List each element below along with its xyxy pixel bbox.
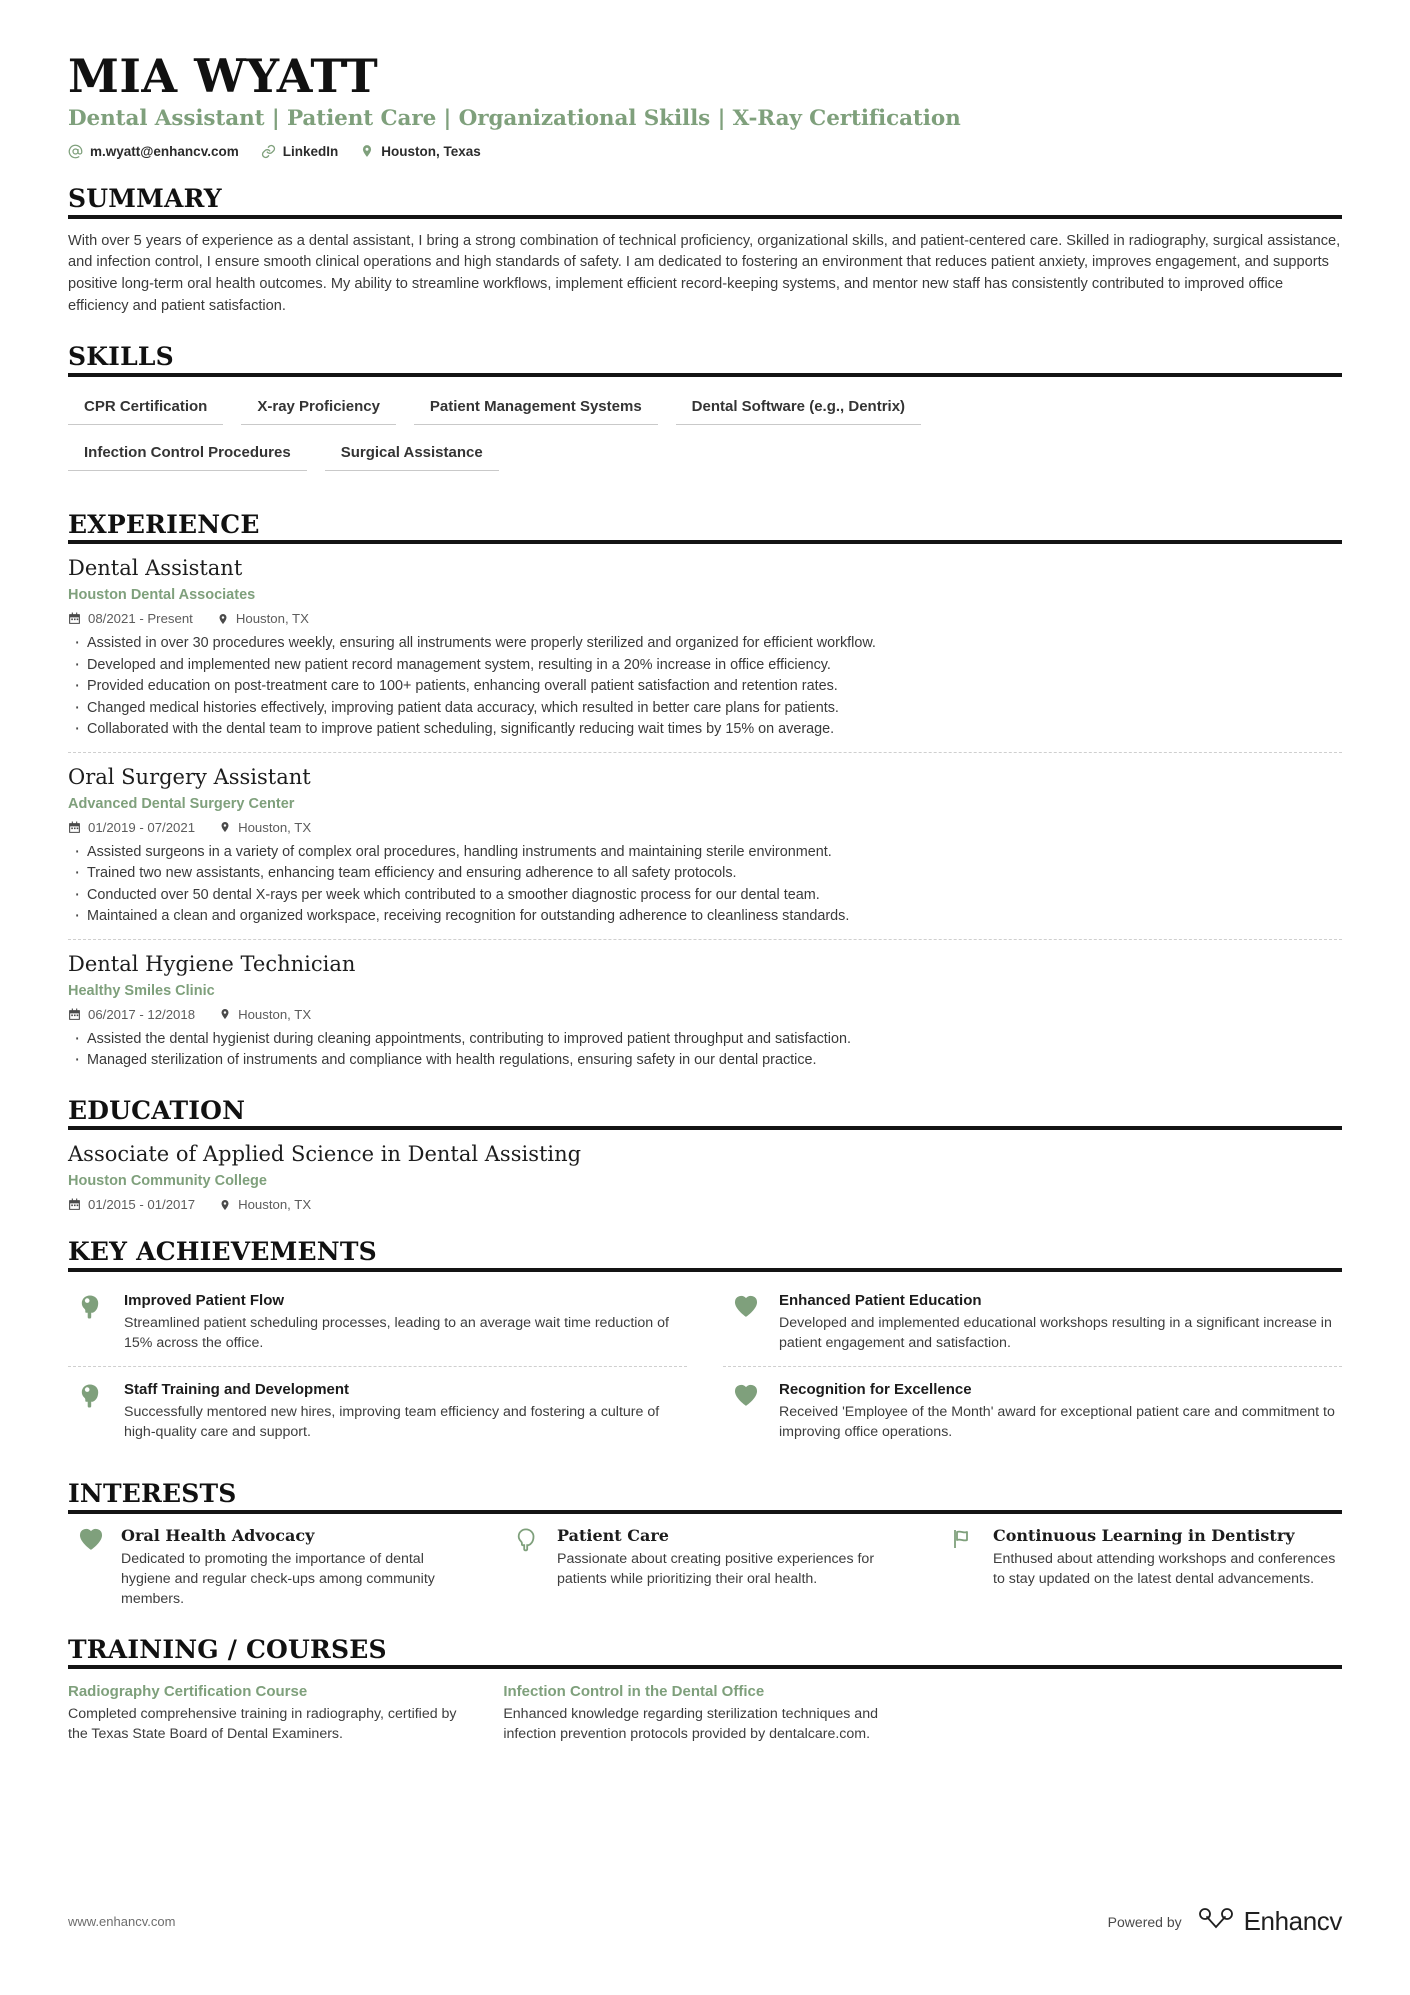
achievement-title: Enhanced Patient Education [779, 1291, 982, 1309]
bullet-item: · Changed medical histories effectively, improving patient data accuracy, which resulted in better care plans for patients. [68, 698, 1342, 718]
job-location [219, 820, 311, 835]
skill-chip: X-ray Proficiency [241, 393, 396, 425]
section-training-courses [68, 1636, 1342, 1745]
school-location [219, 1197, 311, 1212]
interest-item [940, 1526, 1342, 1610]
bullet-item: · Conducted over 50 dental X-rays per week which contributed to a smoother diagnostic process for our dental team. [68, 885, 1342, 905]
skill-chip: CPR Certification [68, 393, 223, 425]
section-experience [68, 511, 1342, 1071]
bullet-list [68, 1029, 1342, 1071]
training-item [503, 1683, 906, 1745]
achievement-item [68, 1367, 687, 1455]
interest-desc: Enthused about attending workshops and conferences to stay updated on the latest dental advancements. [993, 1550, 1336, 1587]
bullet-item: · Assisted the dental hygienist during cleaning appointments, contributing to improved patient throughput and satisfaction. [68, 1029, 1342, 1049]
head-idea-icon [78, 1381, 108, 1443]
achievement-item [723, 1278, 1342, 1367]
section-heading-achievements: KEY ACHIEVEMENTS [68, 1237, 377, 1267]
education-entry [68, 1130, 1342, 1212]
section-heading-training: TRAINING / COURSES [68, 1634, 387, 1664]
company-name: Advanced Dental Surgery Center [68, 795, 295, 812]
resume-header [68, 49, 1342, 159]
contact-linkedin-label: LinkedIn [282, 143, 339, 159]
job-title: Dental Hygiene Technician [68, 951, 356, 976]
headline: Dental Assistant | Patient Care | Organizational Skills | X-Ray Certification [68, 106, 961, 132]
job-title: Oral Surgery Assistant [68, 764, 311, 789]
date-range [68, 611, 193, 626]
bullet-item: · Assisted surgeons in a variety of complex oral procedures, handling instruments and maintaining sterile environment. [68, 842, 1342, 862]
interest-title: Oral Health Advocacy [121, 1525, 315, 1545]
experience-entry [68, 939, 1342, 1071]
interest-title: Patient Care [557, 1525, 669, 1545]
company-name: Healthy Smiles Clinic [68, 982, 215, 999]
date-range [68, 820, 195, 835]
section-interests [68, 1480, 1342, 1609]
section-skills [68, 343, 1342, 485]
section-heading-interests: INTERESTS [68, 1479, 237, 1509]
bullet-list [68, 633, 1342, 739]
head-idea-icon [78, 1292, 108, 1354]
location-pin-icon [219, 1007, 231, 1021]
contact-location-label: Houston, Texas [381, 143, 481, 159]
company-name: Houston Dental Associates [68, 587, 256, 604]
entry-meta [68, 611, 1342, 626]
location-pin-icon [219, 1198, 231, 1212]
interest-item [504, 1526, 906, 1610]
at-icon [68, 144, 83, 159]
job-location [219, 1007, 311, 1022]
section-education [68, 1097, 1342, 1213]
entry-meta [68, 1007, 1342, 1022]
link-icon [261, 144, 276, 159]
bullet-item: · Trained two new assistants, enhancing team efficiency and ensuring adherence to all safety protocols. [68, 863, 1342, 883]
section-summary [68, 185, 1342, 317]
training-title: Infection Control in the Dental Office [503, 1683, 765, 1701]
job-location-label: Houston, TX [238, 819, 312, 835]
achievement-item [723, 1367, 1342, 1455]
section-heading-experience: EXPERIENCE [68, 509, 260, 539]
date-range-label: 01/2015 - 01/2017 [88, 1197, 196, 1213]
bullet-item: · Provided education on post-treatment care to 100+ patients, enhancing overall patient satisfaction and retention rates. [68, 676, 1342, 696]
heart-icon [733, 1292, 763, 1354]
contact-linkedin[interactable] [261, 144, 339, 159]
training-item [68, 1683, 471, 1745]
training-title: Radiography Certification Course [68, 1683, 308, 1701]
interest-desc: Dedicated to promoting the importance of dental hygiene and regular check-ups among community members. [121, 1550, 435, 1607]
date-range-label: 08/2021 - Present [88, 611, 193, 627]
contact-email[interactable] [68, 144, 239, 159]
school-name: Houston Community College [68, 1173, 267, 1190]
bullet-list [68, 842, 1342, 927]
calendar-icon [68, 1198, 81, 1211]
achievement-item [68, 1278, 687, 1367]
section-rule [68, 1665, 1342, 1669]
date-range [68, 1007, 195, 1022]
degree-title: Associate of Applied Science in Dental Assisting [68, 1142, 582, 1167]
enhancv-wordmark: Enhancv [1243, 1906, 1342, 1936]
training-desc: Completed comprehensive training in radiography, certified by the Texas State Board of Dental Examiners. [68, 1706, 457, 1742]
section-key-achievements [68, 1238, 1342, 1454]
section-heading-education: EDUCATION [68, 1095, 246, 1125]
skill-chip: Patient Management Systems [414, 393, 658, 425]
bullet-item: · Assisted in over 30 procedures weekly, ensuring all instruments were properly sterilized and organized for efficient workflow. [68, 633, 1342, 653]
bullet-item: · Collaborated with the dental team to improve patient scheduling, significantly reducing wait times by 15% on average. [68, 719, 1342, 739]
skill-chip: Surgical Assistance [325, 439, 499, 471]
achievement-title: Recognition for Excellence [779, 1380, 972, 1398]
bullet-item: · Managed sterilization of instruments and compliance with health regulations, ensuring safety in our dental practice. [68, 1050, 1342, 1070]
date-range [68, 1197, 195, 1212]
section-rule [68, 1268, 1342, 1272]
interest-desc: Passionate about creating positive experiences for patients while prioritizing their oral health. [557, 1550, 875, 1587]
entry-meta [68, 1197, 1342, 1212]
experience-entry [68, 544, 1342, 739]
interest-item [68, 1526, 470, 1610]
section-heading-summary: SUMMARY [68, 184, 222, 214]
achievement-desc: Streamlined patient scheduling processes, leading to an average wait time reduction of 15% across the office. [124, 1314, 669, 1351]
date-range-label: 01/2019 - 07/2021 [88, 819, 196, 835]
section-rule [68, 215, 1342, 219]
contact-email-label: m.wyatt@enhancv.com [90, 143, 239, 159]
location-pin-icon [219, 820, 231, 834]
head-idea-icon [514, 1526, 542, 1610]
enhancv-mark-icon [1196, 1906, 1236, 1937]
achievement-title: Staff Training and Development [124, 1380, 350, 1398]
skill-chip: Dental Software (e.g., Dentrix) [676, 393, 921, 425]
contact-location [360, 143, 481, 159]
calendar-icon [68, 821, 81, 834]
job-location-label: Houston, TX [238, 1006, 312, 1022]
powered-by-label: Powered by [1107, 1913, 1182, 1930]
location-pin-icon [217, 612, 229, 626]
skill-chip: Infection Control Procedures [68, 439, 307, 471]
job-location [217, 611, 309, 626]
flag-icon [950, 1526, 978, 1610]
date-range-label: 06/2017 - 12/2018 [88, 1006, 196, 1022]
bullet-item: · Maintained a clean and organized workspace, receiving recognition for outstanding adherence to cleanliness standards. [68, 906, 1342, 926]
bullet-item: · Developed and implemented new patient record management system, resulting in a 20% increase in office efficiency. [68, 655, 1342, 675]
interest-title: Continuous Learning in Dentistry [993, 1525, 1295, 1545]
entry-meta [68, 820, 1342, 835]
section-heading-skills: SKILLS [68, 342, 174, 372]
job-location-label: Houston, TX [235, 611, 309, 627]
experience-entry [68, 752, 1342, 927]
page-title: MIA WYATT [68, 49, 379, 103]
school-location-label: Houston, TX [238, 1197, 312, 1213]
skill-row-2 [68, 439, 1342, 485]
training-item-empty [939, 1683, 1342, 1745]
training-desc: Enhanced knowledge regarding sterilization techniques and infection prevention protocols provided by dentalcare.com. [503, 1706, 878, 1742]
achievement-desc: Developed and implemented educational workshops resulting in a significant increase in patient engagement and satisfaction. [779, 1314, 1332, 1351]
page-footer [68, 1906, 1342, 1937]
achievement-title: Improved Patient Flow [124, 1291, 285, 1309]
summary-text: With over 5 years of experience as a dental assistant, I bring a strong combination of technical proficiency, organizational skills, and patient-centered care. Skilled in radiography, surgical assistance, and infection control, I ensure smooth clinical operations and high standards of safety. I am dedicated to fostering an environment that reduces patient anxiety, improves engagement, and supports positive long-term oral health outcomes. My ability to streamline workflows, implement efficient record-keeping systems, and mentor new staff has consistently contributed to improved office efficiency and patient satisfaction. [68, 232, 1341, 314]
section-rule [68, 1510, 1342, 1514]
location-pin-icon [360, 143, 374, 159]
achievement-desc: Successfully mentored new hires, improving team efficiency and fostering a culture of high-quality care and support. [124, 1403, 660, 1440]
achievement-desc: Received 'Employee of the Month' award for exceptional patient care and commitment to improving office operations. [779, 1403, 1335, 1440]
section-rule [68, 373, 1342, 377]
calendar-icon [68, 1008, 81, 1021]
contact-row [68, 143, 1342, 159]
calendar-icon [68, 612, 81, 625]
footer-website-link[interactable]: www.enhancv.com [68, 1914, 176, 1929]
enhancv-logo [1196, 1906, 1342, 1937]
job-title: Dental Assistant [68, 556, 243, 581]
heart-icon [78, 1526, 106, 1610]
heart-icon [733, 1381, 763, 1443]
skill-row-1 [68, 393, 1342, 439]
